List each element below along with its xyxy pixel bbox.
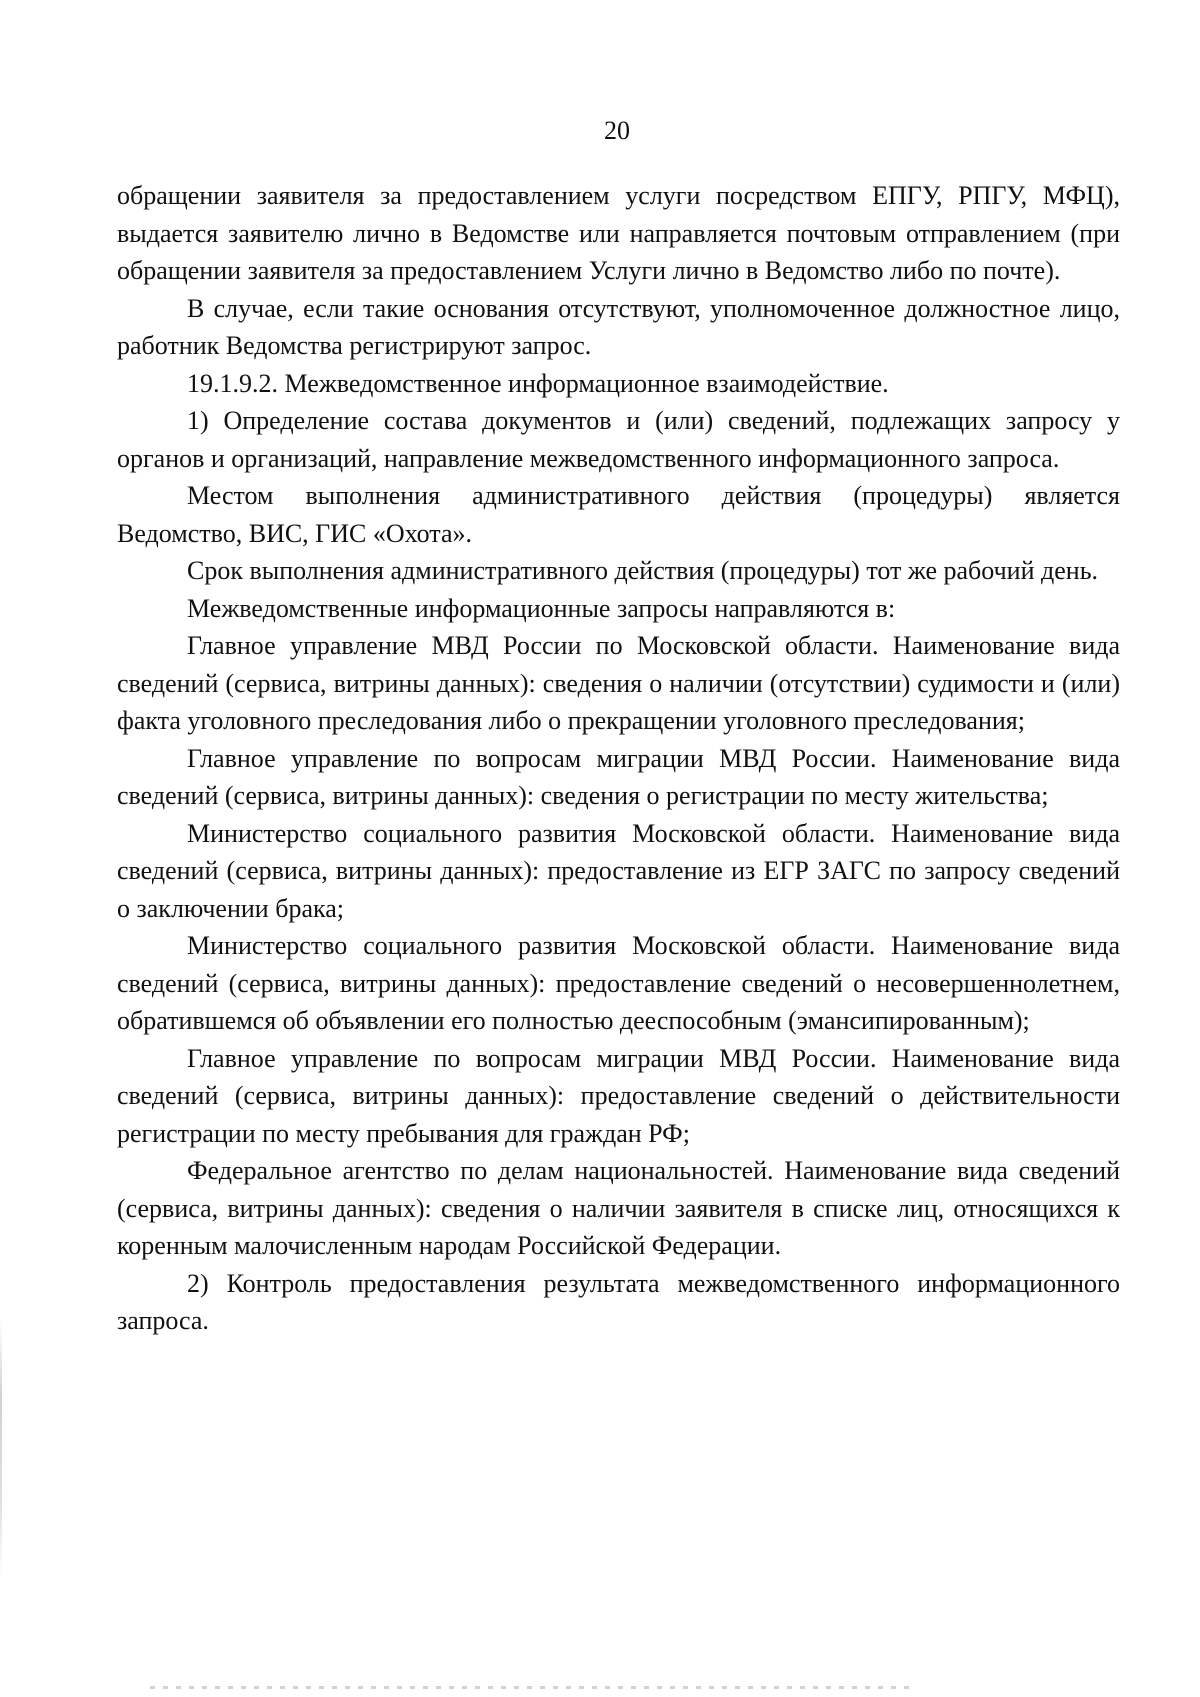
paragraph-request-emancipation: Министерство социального развития Московской области. Наименование вида сведений (сервиса, витрины данных): предоставление сведений о несовершеннолетнем, обратившемся об объявлении его полностью дееспособным (эмансипированным); (117, 931, 1120, 1035)
paragraph-item-1: 1) Определение состава документов и (или) сведений, подлежащих запросу у органов и организаций, направление межведомственного информационного запроса. (117, 406, 1120, 473)
scan-bottom-artifact (150, 1686, 910, 1689)
paragraph-continuation: обращении заявителя за предоставлением услуги посредством ЕПГУ, РПГУ, МФЦ), выдается заявителю лично в Ведомстве или направляется почтовым отправлением (при обращении заявителя за предоставлением Услуги лично в Ведомство либо по почте). (117, 181, 1120, 285)
paragraph-item-2: 2) Контроль предоставления результата межведомственного информационного запроса. (117, 1268, 1120, 1335)
paragraph-deadline: Срок выполнения административного действия (процедуры) тот же рабочий день. (187, 556, 1099, 585)
paragraph-request-migration-stay: Главное управление по вопросам миграции МВД России. Наименование вида сведений (сервиса, витрины данных): предоставление сведений о действительности регистрации по месту пребывания для граждан РФ; (117, 1043, 1120, 1148)
document-body (117, 177, 1120, 1340)
paragraph-place: Местом выполнения административного действия (процедуры) является Ведомство, ВИС, ГИС «Охота». (117, 481, 1120, 548)
paragraph-request-migration-residence: Главное управление по вопросам миграции МВД России. Наименование вида сведений (сервиса, витрины данных): сведения о регистрации по месту жительства; (117, 743, 1120, 810)
scan-edge-artifact (0, 1320, 2, 1580)
paragraph-request-zags-marriage: Министерство социального развития Московской области. Наименование вида сведений (сервиса, витрины данных): предоставление из ЕГР ЗАГС по запросу сведений о заключении брака; (117, 818, 1120, 923)
paragraph-request-nationalities: Федеральное агентство по делам национальностей. Наименование вида сведений (сервиса, витрины данных): сведения о наличии заявителя в списке лиц, относящихся к коренным малочисленным народам Российской Федерации. (117, 1156, 1120, 1260)
paragraph-registration: В случае, если такие основания отсутствуют, уполномоченное должностное лицо, работник Ведомства регистрируют запрос. (117, 293, 1120, 360)
page-number: 20 (604, 116, 630, 145)
paragraph-request-mvd-region: Главное управление МВД России по Московской области. Наименование вида сведений (сервиса, витрины данных): сведения о наличии (отсутствии) судимости и (или) факта уголовного преследования либо о прекращении уголовного преследования; (117, 631, 1120, 735)
section-heading-19-1-9-2: 19.1.9.2. Межведомственное информационное взаимодействие. (187, 368, 889, 398)
paragraph-requests-intro: Межведомственные информационные запросы направляются в: (187, 593, 896, 623)
